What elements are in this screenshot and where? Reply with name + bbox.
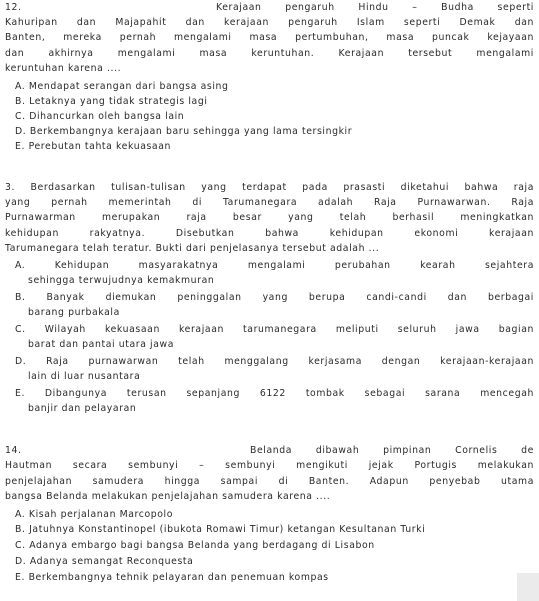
question-14-number: 14. bbox=[5, 445, 22, 456]
question-12-line-3: Banten, mereka pernah mengalami masa pertumbuhan, masa puncak kejayaan bbox=[5, 32, 534, 43]
question-12-option-c: C. Dihancurkan oleh bangsa lain bbox=[15, 111, 185, 122]
question-13-option-b: B. Banyak diemukan peninggalan yang berupa candi-candi dan berbagai bbox=[15, 292, 534, 303]
question-13-line-1: 3. Berdasarkan tulisan-tulisan yang terdapat pada prasasti diketahui bahwa raja bbox=[5, 182, 534, 193]
question-13-option-c-cont: barat dan pantai utara jawa bbox=[28, 339, 175, 350]
question-13-option-a: A. Kehidupan masyarakatnya mengalami perubahan kearah sejahtera bbox=[15, 260, 534, 271]
question-14-option-a: A. Kisah perjalanan Marcopolo bbox=[15, 509, 174, 520]
question-12-option-d: D. Berkembangnya kerajaan baru sehingga yang lama tersingkir bbox=[15, 126, 353, 137]
question-14-line-1: Belanda dibawah pimpinan Cornelis de bbox=[250, 445, 534, 456]
question-12-number: 12. bbox=[5, 2, 22, 13]
question-14-option-b: B. Jatuhnya Konstantinopel (ibukota Romawi Timur) ketangan Kesultanan Turki bbox=[15, 524, 426, 535]
question-14-line-3: penjelajahan samudera hingga sampai di Banten. Adapun penyebab utama bbox=[5, 476, 534, 487]
question-13-line-5: Tarumanegara telah teratur. Bukti dari penjelasanya tersebut adalah ... bbox=[5, 243, 380, 254]
question-12-option-e: E. Perebutan tahta kekuasaan bbox=[15, 141, 172, 152]
question-12-line-2: Kahuripan dan Majapahit dan kerajaan pengaruh Islam seperti Demak dan bbox=[5, 17, 534, 28]
question-14-option-e: E. Berkembangnya tehnik pelayaran dan penemuan kompas bbox=[15, 572, 329, 583]
question-12-line-1: Kerajaan pengaruh Hindu – Budha seperti bbox=[216, 2, 534, 13]
question-12-line-5: keruntuhan karena .... bbox=[5, 63, 122, 74]
corner-shading bbox=[517, 573, 539, 601]
question-13-option-a-cont: sehingga terwujudnya kemakmuran bbox=[28, 275, 215, 286]
question-13-option-c: C. Wilayah kekuasaan kerajaan tarumanegara meliputi seluruh jawa bagian bbox=[15, 324, 534, 335]
question-12-option-b: B. Letaknya yang tidak strategis lagi bbox=[15, 96, 208, 107]
question-14-line-4: bangsa Belanda melakukan penjelajahan samudera karena .... bbox=[5, 491, 331, 502]
question-14-option-d: D. Adanya semangat Reconquesta bbox=[15, 556, 194, 567]
question-13-option-d: D. Raja purnawarwan telah menggalang kerjasama dengan kerajaan-kerajaan bbox=[15, 356, 534, 367]
question-13-line-3: Purnawarman merupakan raja besar yang telah berhasil meningkatkan bbox=[5, 212, 534, 223]
question-12-option-a: A. Mendapat serangan dari bangsa asing bbox=[15, 81, 229, 92]
question-13-option-e-cont: banjir dan pelayaran bbox=[28, 403, 137, 414]
question-14-line-2: Hautman secara sembunyi – sembunyi mengikuti jejak Portugis melakukan bbox=[5, 460, 534, 471]
question-13-line-2: yang pernah memerintah di Tarumanegara adalah Raja Purnawarwan. Raja bbox=[5, 197, 534, 208]
question-12-line-4: dan akhirnya mengalami masa keruntuhan. Kerajaan tersebut mengalami bbox=[5, 48, 534, 59]
question-13-option-e: E. Dibangunya terusan sepanjang 6122 tombak sebagai sarana mencegah bbox=[15, 388, 534, 399]
question-13-option-d-cont: lain di luar nusantara bbox=[28, 371, 141, 382]
question-13-line-4: kehidupan rakyatnya. Disebutkan bahwa kehidupan ekonomi kerajaan bbox=[5, 228, 534, 239]
question-13-option-b-cont: barang purbakala bbox=[28, 307, 120, 318]
question-14-option-c: C. Adanya embargo bagi bangsa Belanda yang berdagang di Lisabon bbox=[15, 540, 375, 551]
